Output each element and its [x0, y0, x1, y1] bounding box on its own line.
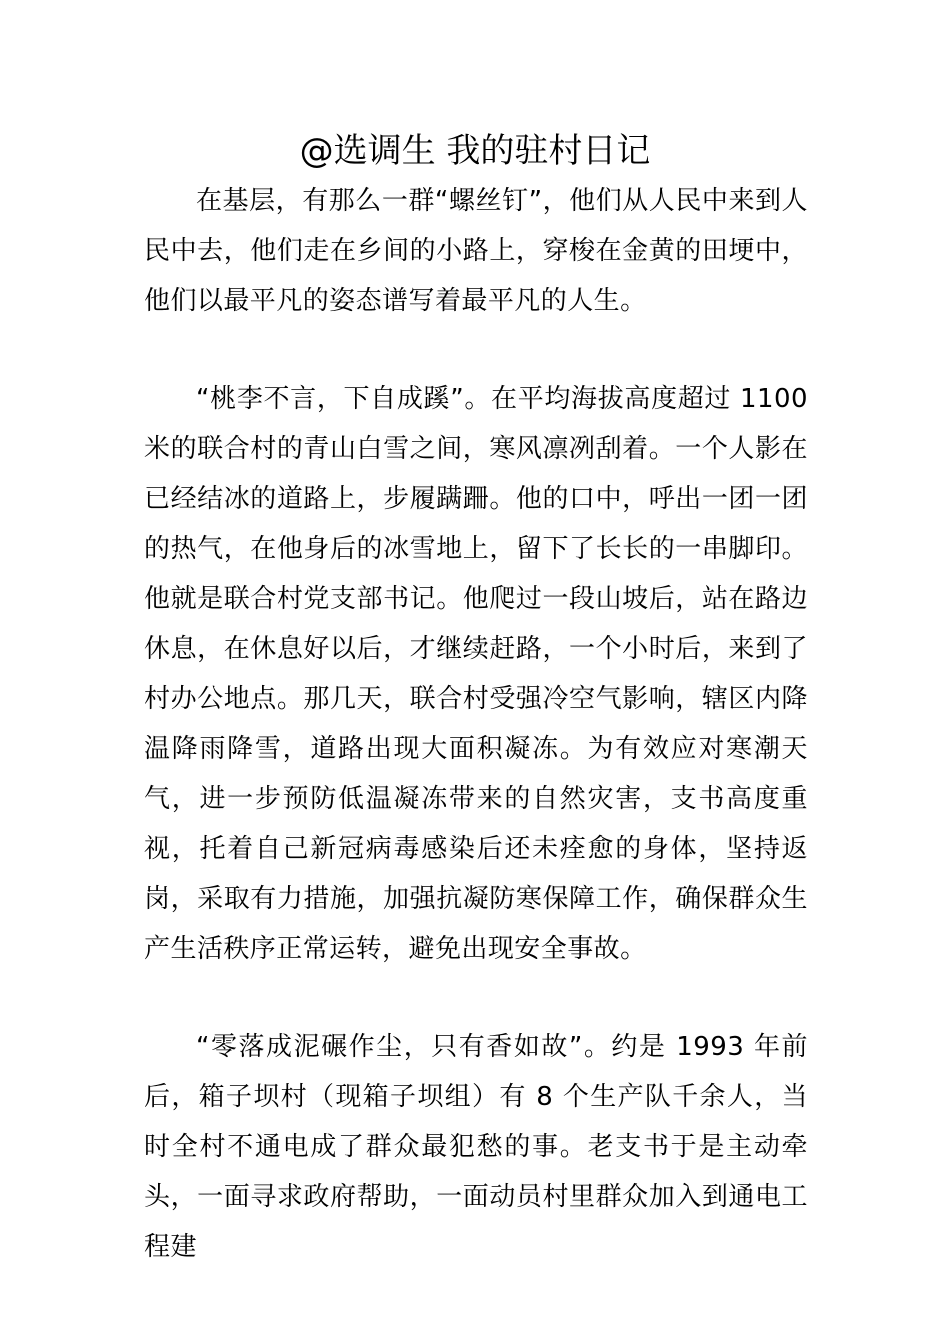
paragraph-intro: 在基层，有那么一群“螺丝钉”，他们从人民中来到人民中去，他们走在乡间的小路上，穿梭在金黄的田埂中，他们以最平凡的姿态谱写着最平凡的人生。 — [144, 186, 808, 316]
document-title: @选调生 我的驻村日记 — [299, 131, 651, 171]
paragraph-peach-plum: “桃李不言，下自成蹊”。在平均海拔高度超过 1100 米的联合村的青山白雪之间，寒风凛冽刮着。一个人影在已经结冰的道路上，步履蹒跚。他的口中，呼出一团一团的热气，在他身后的冰雪地上，留下了长长的一串脚印。他就是联合村党支部书记。他爬过一段山坡后，站在路边休息，在休息好以后，才继续赶路，一个小时后，来到了村办公地点。那几天，联合村受强冷空气影响，辖区内降温降雨降雪，道路出现大面积凝冻。为有效应对寒潮天气，进一步预防低温凝冻带来的自然灾害，支书高度重视，托着自己新冠病毒感染后还未痊愈的身体，坚持返岗，采取有力措施，加强抗凝防寒保障工作，确保群众生产生活秩序正常运转，避免出现安全事故。 — [144, 384, 808, 964]
paragraph-fallen-petals: “零落成泥碾作尘，只有香如故”。约是 1993 年前后，箱子坝村（现箱子坝组）有 8 个生产队千余人，当时全村不通电成了群众最犯愁的事。老支书于是主动牵头，一面寻求政府帮助，一面动员村里群众加入到通电工程建 — [144, 1032, 808, 1262]
